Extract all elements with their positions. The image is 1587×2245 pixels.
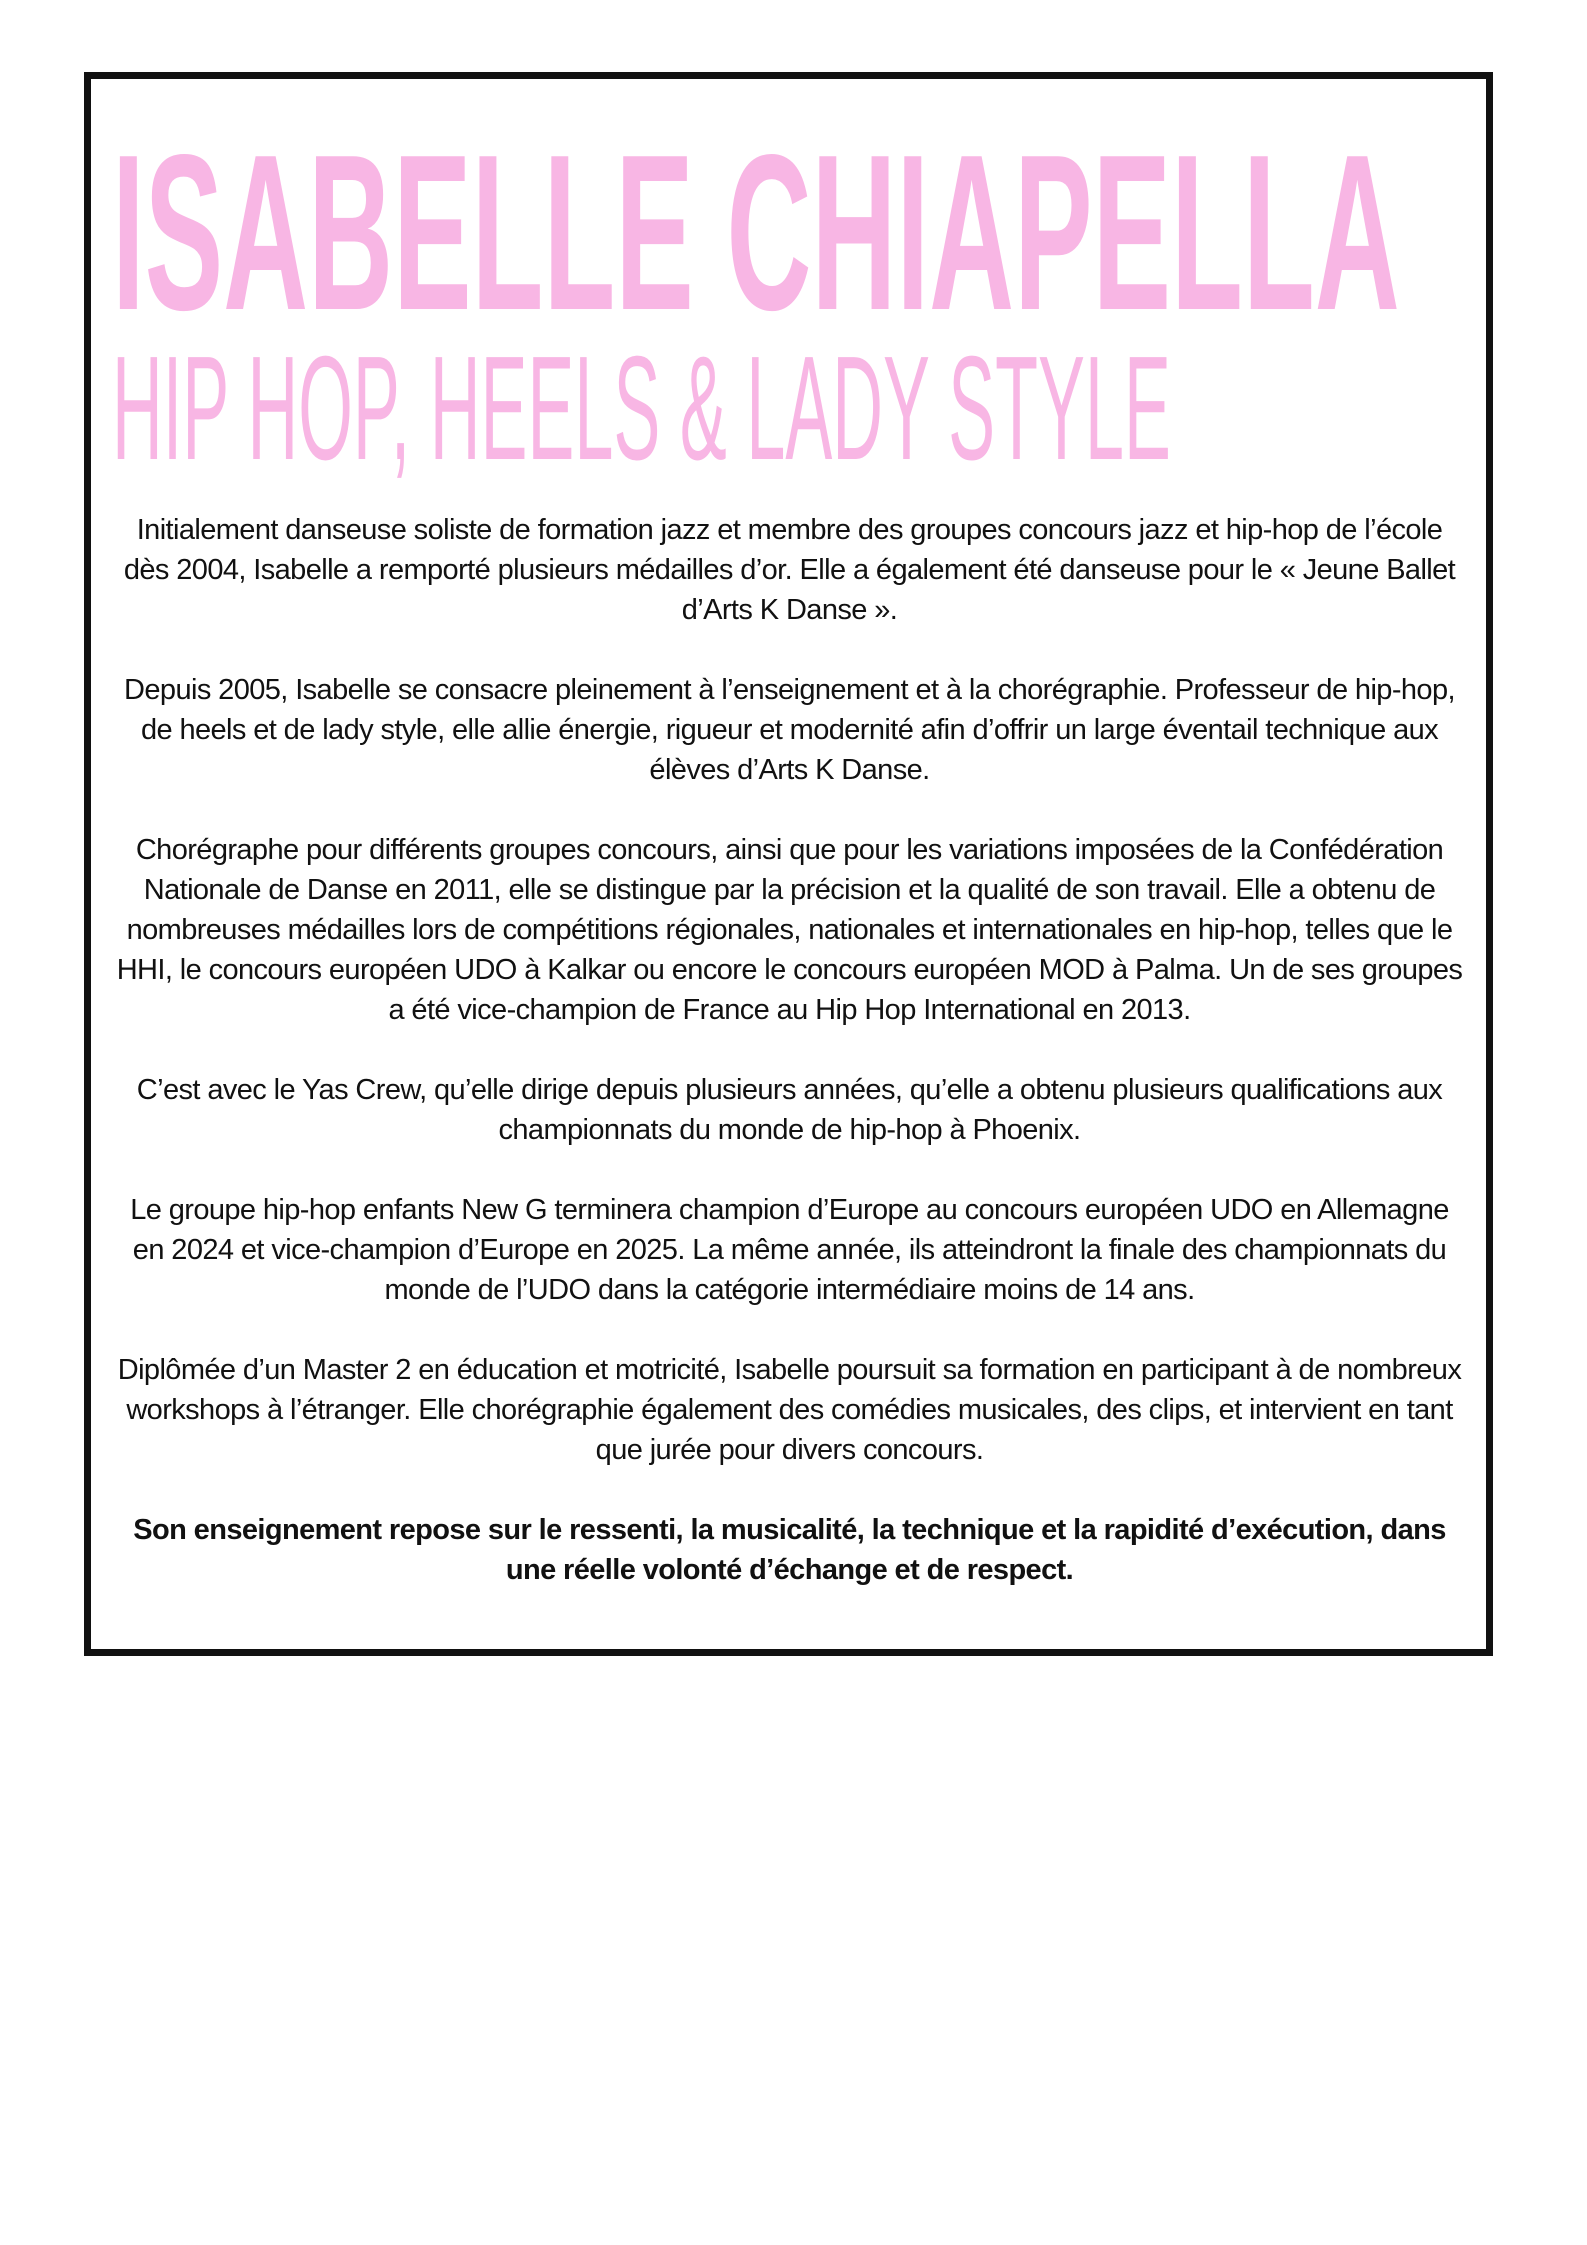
biography-paragraph: Le groupe hip-hop enfants New G terminera champion d’Europe au concours européen UDO en Allemagne en 2024 et vice-champion d’Europe en 2025. La même année, ils atteindront la finale des championnats du monde de l’UDO dans la catégorie intermédiaire moins de 14 ans. [130,1194,1449,1306]
biography-body [112,510,1467,1590]
biography-paragraph: Chorégraphe pour différents groupes concours, ainsi que pour les variations imposées de la Confédération Nationale de Danse en 2011, elle se distingue par la précision et la qualité de son travail. Elle a obtenu de nombreuses médailles lors de compétitions régionales, nationales et internationales en hip-hop, telles que le HHI, le concours européen UDO à Kalkar ou encore le concours européen MOD à Palma. Un de ses groupes a été vice-champion de France au Hip Hop International en 2013. [116,834,1463,1026]
biography-paragraph: C’est avec le Yas Crew, qu’elle dirige depuis plusieurs années, qu’elle a obtenu plusieurs qualifications aux championnats du monde de hip-hop à Phoenix. [136,1074,1443,1146]
biography-paragraph: Diplômée d’un Master 2 en éducation et motricité, Isabelle poursuit sa formation en participant à de nombreux workshops à l’étranger. Elle chorégraphie également des comédies musicales, des clips, et intervient en tant que jurée pour divers concours. [117,1354,1462,1466]
page-subtitle: HIP HOP, HEELS & LADY STYLE [112,326,1171,491]
closing-statement: Son enseignement repose sur le ressenti, la musicalité, la technique et la rapidité d’exécution, dans une réelle volonté d’échange et de respect. [133,1514,1446,1586]
biography-paragraph: Initialement danseuse soliste de formation jazz et membre des groupes concours jazz et hip-hop de l’école dès 2004, Isabelle a remporté plusieurs médailles d’or. Elle a également été danseuse pour le « Jeune Ballet d’Arts K Danse ». [123,514,1456,626]
page-title: ISABELLE CHIAPELLA [112,109,1400,357]
biography-paragraph: Depuis 2005, Isabelle se consacre pleinement à l’enseignement et à la chorégraphie. Professeur de hip-hop, de heels et de lady style, elle allie énergie, rigueur et modernité afin d’offrir un large éventail technique aux élèves d’Arts K Danse. [124,674,1455,786]
